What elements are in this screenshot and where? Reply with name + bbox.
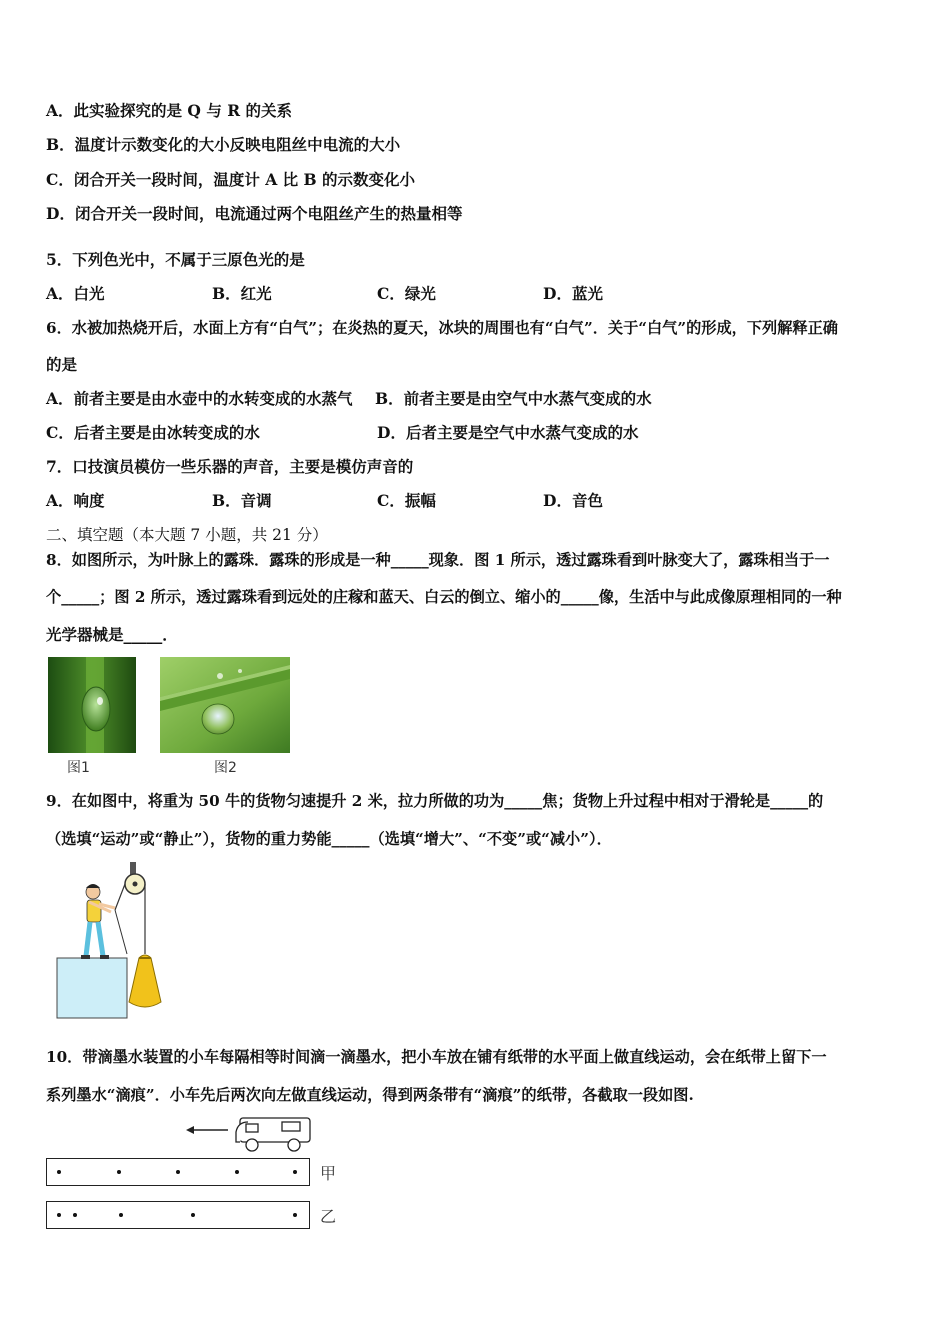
ink-drop (57, 1213, 61, 1217)
q6-option-a: A．前者主要是由水壶中的水转变成的水蒸气 (46, 389, 353, 408)
q8-line3: 光学器械是_____． (46, 625, 178, 644)
pulley-illustration (55, 862, 175, 1020)
figure-2-caption: 图2 (214, 760, 237, 776)
q7-stem: 7．口技演员模仿一些乐器的声音，主要是模仿声音的 (46, 457, 414, 476)
dewdrop-leaf-photo-1 (48, 657, 136, 753)
car-moving-left-illustration (180, 1112, 320, 1156)
q9-line2: （选填“运动”或“静止”），货物的重力势能_____（选填“增大”、“不变”或“减小”）． (46, 830, 612, 848)
tape-label-jia: 甲 (320, 1164, 337, 1183)
paper-tape-yi (46, 1201, 310, 1229)
q5-option-d: D．蓝光 (543, 284, 603, 303)
q4-option-c: C．闭合开关一段时间，温度计 A 比 B 的示数变化小 (46, 170, 416, 189)
q6-stem-line2: 的是 (46, 355, 78, 374)
tape-label-yi: 乙 (320, 1207, 337, 1226)
q5-option-c: C．绿光 (377, 284, 436, 303)
q7-option-b: B．音调 (212, 491, 272, 510)
q6-option-c: C．后者主要是由冰转变成的水 (46, 423, 260, 442)
car-icon (236, 1118, 310, 1151)
ink-drop (235, 1170, 239, 1174)
ink-drop (119, 1213, 123, 1217)
q6-option-d: D．后者主要是空气中水蒸气变成的水 (377, 423, 639, 442)
q8-line1: 8．如图所示，为叶脉上的露珠．露珠的形成是一种_____现象．图 1 所示，透过露珠看到叶脉变大了，露珠相当于一 (46, 551, 830, 569)
q5-option-b: B．红光 (212, 284, 272, 303)
q6-stem-line1: 6．水被加热烧开后，水面上方有“白气”；在炎热的夏天，冰块的周围也有“白气”．关于“白气”的形成，下列解释正确 (46, 319, 838, 337)
ink-drop (293, 1170, 297, 1174)
q4-option-b: B．温度计示数变化的大小反映电阻丝中电流的大小 (46, 135, 401, 154)
q8-line2: 个_____；图 2 所示，透过露珠看到远处的庄稼和蓝天、白云的倒立、缩小的_____像，生活中与此成像原理相同的一种 (46, 588, 842, 606)
q5-stem: 5．下列色光中，不属于三原色光的是 (46, 250, 305, 269)
ink-drop (191, 1213, 195, 1217)
q6-option-b: B．前者主要是由空气中水蒸气变成的水 (375, 389, 652, 408)
q7-option-c: C．振幅 (377, 491, 436, 510)
q10-line2: 系列墨水“滴痕”．小车先后两次向左做直线运动，得到两条带有“滴痕”的纸带，各截取一段如图. (46, 1086, 694, 1104)
q7-option-d: D．音色 (543, 491, 603, 510)
q4-option-d: D．闭合开关一段时间，电流通过两个电阻丝产生的热量相等 (46, 204, 463, 223)
q5-option-a: A．白光 (46, 284, 105, 303)
paper-tape-jia (46, 1158, 310, 1186)
q10-line1: 10．带滴墨水装置的小车每隔相等时间滴一滴墨水，把小车放在铺有纸带的水平面上做直线运动，会在纸带上留下一 (46, 1048, 827, 1066)
q9-line1: 9．在如图中，将重为 50 牛的货物匀速提升 2 米，拉力所做的功为_____焦；货物上升过程中相对于滑轮是_____的 (46, 792, 824, 810)
q7-option-a: A．响度 (46, 491, 105, 510)
section-title: 二、填空题（本大题 7 小题，共 21 分） (46, 526, 328, 544)
q4-option-a: A．此实验探究的是 Q 与 R 的关系 (46, 101, 292, 120)
figure-1-caption: 图1 (67, 760, 90, 776)
ink-drop (57, 1170, 61, 1174)
ink-drop (293, 1213, 297, 1217)
ink-drop (117, 1170, 121, 1174)
ink-drop (176, 1170, 180, 1174)
dewdrop-leaf-photo-2 (160, 657, 290, 753)
ink-drop (73, 1213, 77, 1217)
